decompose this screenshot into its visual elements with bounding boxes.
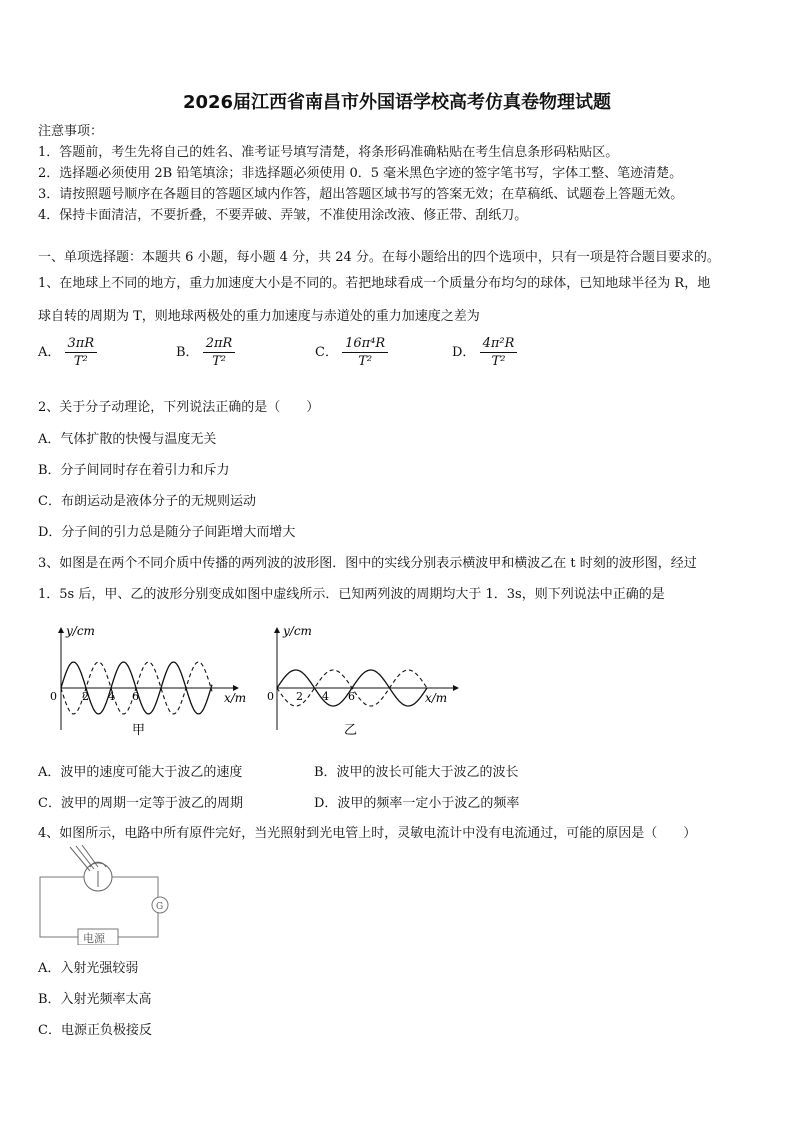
q3-option-d: D．波甲的频率一定小于波乙的频率	[314, 796, 520, 811]
tick-label: 6	[132, 690, 139, 703]
section-heading: 一、单项选择题：本题共 6 小题，每小题 4 分，共 24 分。在每小题给出的四个选项中，只有一项是符合题目要求的。	[38, 250, 720, 265]
notice-item: 4．保持卡面清洁，不要折叠，不要弄破、弄皱，不准使用涂改液、修正带、刮纸刀。	[38, 208, 528, 223]
q3-stem-line2: 1．5s 后，甲、乙的波形分别变成如图中虚线所示．已知两列波的周期均大于 1．3s，则下列说法中正确的是	[38, 587, 665, 602]
notice-item: 1．答题前，考生先将自己的姓名、准考证号填写清楚，将条形码准确粘贴在考生信息条形码粘贴区。	[38, 145, 619, 160]
q1-stem-line2: 球自转的周期为 T，则地球两极处的重力加速度与赤道处的重力加速度之差为	[38, 309, 480, 324]
tick-label: 0	[50, 690, 57, 703]
x-axis-label: x/m	[224, 691, 247, 705]
q2-option-c: C．布朗运动是液体分子的无规则运动	[38, 494, 256, 509]
fraction: $\frac{2\pi R}{\text{T²}}$	[203, 336, 236, 369]
q1-option-d: D． $\frac{\text{4π²R}}{\text{T²}}$	[452, 336, 517, 369]
q4-option-b: B．入射光频率太高	[38, 992, 152, 1007]
wave-graph-yi	[262, 620, 467, 745]
q2-option-d: D．分子间的引力总是随分子间距增大而增大	[38, 525, 296, 540]
fraction: $\frac{\text{16π⁴R}}{\text{T²}}$	[342, 336, 388, 369]
fraction: $\frac{3\pi R}{\text{T²}}$	[65, 336, 98, 369]
wave-graph-jia	[38, 620, 258, 745]
tick-label: 6	[348, 690, 355, 703]
tick-label: 2	[296, 690, 303, 703]
q3-stem-line1: 3、如图是在两个不同介质中传播的两列波的波形图．图中的实线分别表示横波甲和横波乙在 t 时刻的波形图，经过	[38, 556, 697, 571]
power-source-label: 电源	[83, 932, 105, 945]
notice-item: 3．请按照题号顺序在各题目的答题区域内作答，超出答题区域书写的答案无效；在草稿纸、试题卷上答题无效。	[38, 187, 684, 202]
galvanometer-label: G	[156, 902, 164, 912]
notice-item: 2．选择题必须使用 2B 铅笔填涂；非选择题必须使用 0．5 毫米黑色字迹的签字笔书写，字体工整、笔迹清楚。	[38, 166, 683, 181]
tick-label: 2	[82, 690, 89, 703]
fraction: $\frac{\text{4π²R}}{\text{T²}}$	[480, 336, 518, 369]
q1-option-c: C． $\frac{\text{16π⁴R}}{\text{T²}}$	[315, 336, 388, 369]
q3-option-c: C．波甲的周期一定等于波乙的周期	[38, 796, 243, 811]
photoelectric-circuit	[38, 845, 178, 945]
q1-stem-line1: 1、在地球上不同的地方，重力加速度大小是不同的。若把地球看成一个质量分布均匀的球体，已知地球半径为 R，地	[38, 276, 711, 291]
q3-option-a: A．波甲的速度可能大于波乙的速度	[38, 765, 243, 780]
q4-option-c: C．电源正负极接反	[38, 1023, 152, 1038]
y-axis-label: y/cm	[283, 624, 312, 638]
tick-label: 4	[108, 690, 115, 703]
tick-label: 0	[267, 690, 274, 703]
page-title: 2026届江西省南昌市外国语学校高考仿真卷物理试题	[182, 92, 612, 113]
q2-option-a: A．气体扩散的快慢与温度无关	[38, 432, 217, 447]
y-axis-label: y/cm	[66, 624, 95, 638]
q1-option-a: A． $\frac{3\pi R}{\text{T²}}$	[38, 336, 97, 369]
q2-option-b: B．分子间同时存在着引力和斥力	[38, 463, 230, 478]
graph-caption: 甲	[132, 723, 146, 738]
q4-stem: 4、如图所示，电路中所有原件完好，当光照射到光电管上时，灵敏电流计中没有电流通过，可能的原因是（ ）	[38, 826, 697, 841]
notice-heading: 注意事项：	[38, 124, 104, 139]
graph-caption: 乙	[344, 723, 358, 738]
q2-stem: 2、关于分子动理论，下列说法正确的是（ ）	[38, 400, 320, 415]
x-axis-label: x/m	[425, 691, 448, 705]
q1-option-b: B． $\frac{2\pi R}{\text{T²}}$	[176, 336, 235, 369]
q4-option-a: A．入射光强较弱	[38, 961, 139, 976]
tick-label: 4	[322, 690, 329, 703]
q3-option-b: B．波甲的波长可能大于波乙的波长	[314, 765, 519, 780]
